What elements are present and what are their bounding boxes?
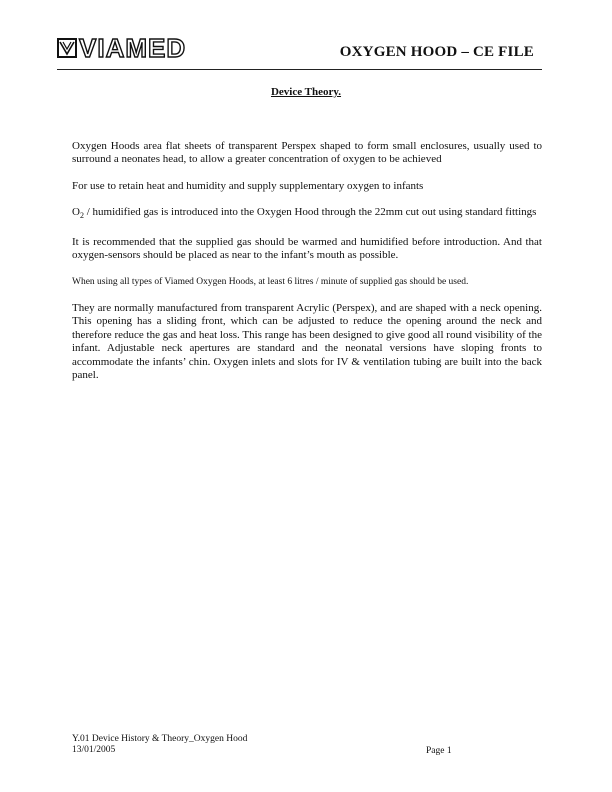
section-heading: Device Theory. [270, 86, 342, 98]
o2-subscript: 2 [79, 211, 84, 221]
document-body [72, 140, 542, 395]
paragraph-flow-rate: When using all types of Viamed Oxygen Hoods, at least 6 litres / minute of supplied gas should be used. [72, 276, 469, 287]
paragraph-intended-use: For use to retain heat and humidity and supply supplementary oxygen to infants [72, 179, 424, 192]
paragraph-description: Oxygen Hoods area flat sheets of transparent Perspex shaped to form small enclosures, usually used to surround a neonates head, to allow a greater concentration of oxygen to be achieved [72, 140, 542, 166]
header-divider [57, 69, 542, 70]
o2-symbol: O [72, 206, 80, 219]
footer-page-number: Page 1 [426, 746, 452, 756]
viamed-logo [57, 34, 186, 62]
footer-doc-name: Y.01 Device History & Theory_Oxygen Hood [72, 734, 248, 744]
footer-document-info [72, 734, 247, 756]
paragraph-gas-introduction [72, 206, 542, 223]
paragraph-recommendation: It is recommended that the supplied gas should be warmed and humidified before introduction. And that oxygen-sensors should be placed as near to the infant’s mouth as possible. [72, 235, 542, 262]
logo-mark-icon [57, 38, 77, 58]
footer-date: 13/01/2005 [72, 745, 116, 755]
document-header-title: OXYGEN HOOD – CE FILE [339, 44, 534, 60]
logo-text: VIAMED [79, 33, 187, 63]
gas-introduction-text: / humidified gas is introduced into the Oxygen Hood through the 22mm cut out using standard fittings [83, 206, 537, 219]
paragraph-manufacture: They are normally manufactured from transparent Acrylic (Perspex), and are shaped with a neck opening. This opening has a sliding front, which can be adjusted to reduce the opening around the neck and therefore reduce the gas and heat loss. This range has been designed to give good all round visibility of the infant. Adjustable neck apertures are standard and the neonatal versions have sloping fronts to accommodate the infants’ chin. Oxygen inlets and slots for IV & ventilation tubing are built into the back panel. [72, 302, 542, 382]
